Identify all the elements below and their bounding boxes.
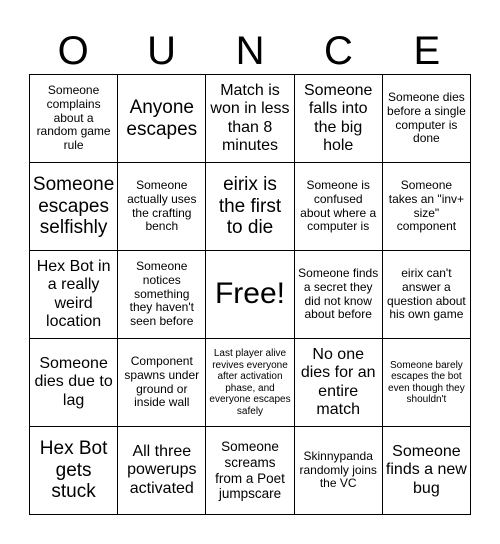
bingo-cell-r3-c5[interactable]: eirix can't answer a question about his own game xyxy=(383,251,471,339)
bingo-cell-r3-c1[interactable]: Hex Bot in a really weird location xyxy=(30,251,118,339)
bingo-cell-r5-c1[interactable]: Hex Bot gets stuck xyxy=(30,427,118,515)
bingo-cell-r4-c5[interactable]: Someone barely escapes the bot even though they shouldn't xyxy=(383,339,471,427)
bingo-cell-r4-c2[interactable]: Component spawns under ground or inside wall xyxy=(118,339,206,427)
bingo-cell-r1-c3[interactable]: Match is won in less than 8 minutes xyxy=(206,75,294,163)
bingo-cell-r2-c1[interactable]: Someone escapes selfishly xyxy=(30,163,118,251)
bingo-cell-r1-c4[interactable]: Someone falls into the big hole xyxy=(295,75,383,163)
header-letter-e: E xyxy=(413,29,441,73)
bingo-cell-r3-c2[interactable]: Someone notices something they haven't seen before xyxy=(118,251,206,339)
bingo-cell-r5-c3[interactable]: Someone screams from a Poet jumpscare xyxy=(206,427,294,515)
bingo-cell-r1-c2[interactable]: Anyone escapes xyxy=(118,75,206,163)
bingo-grid xyxy=(29,74,471,515)
bingo-header xyxy=(29,28,471,74)
header-letter-u: U xyxy=(147,29,177,73)
bingo-cell-r1-c1[interactable]: Someone complains about a random game rule xyxy=(30,75,118,163)
bingo-cell-r5-c4[interactable]: Skinnypanda randomly joins the VC xyxy=(295,427,383,515)
bingo-cell-free[interactable]: Free! xyxy=(206,251,294,339)
bingo-cell-r4-c3[interactable]: Last player alive revives everyone after activation phase, and everyone escapes safely xyxy=(206,339,294,427)
bingo-cell-r4-c4[interactable]: No one dies for an entire match xyxy=(295,339,383,427)
bingo-cell-r4-c1[interactable]: Someone dies due to lag xyxy=(30,339,118,427)
header-letter-c: C xyxy=(323,29,353,73)
bingo-cell-r5-c5[interactable]: Someone finds a new bug xyxy=(383,427,471,515)
header-letter-n: N xyxy=(235,29,265,73)
header-letter-o: O xyxy=(57,29,89,73)
bingo-cell-r2-c3[interactable]: eirix is the first to die xyxy=(206,163,294,251)
bingo-cell-r3-c4[interactable]: Someone finds a secret they did not know about before xyxy=(295,251,383,339)
bingo-cell-r1-c5[interactable]: Someone dies before a single computer is done xyxy=(383,75,471,163)
bingo-cell-r2-c5[interactable]: Someone takes an "inv+ size" component xyxy=(383,163,471,251)
bingo-cell-r5-c2[interactable]: All three powerups activated xyxy=(118,427,206,515)
bingo-cell-r2-c2[interactable]: Someone actually uses the crafting bench xyxy=(118,163,206,251)
bingo-cell-r2-c4[interactable]: Someone is confused about where a computer is xyxy=(295,163,383,251)
